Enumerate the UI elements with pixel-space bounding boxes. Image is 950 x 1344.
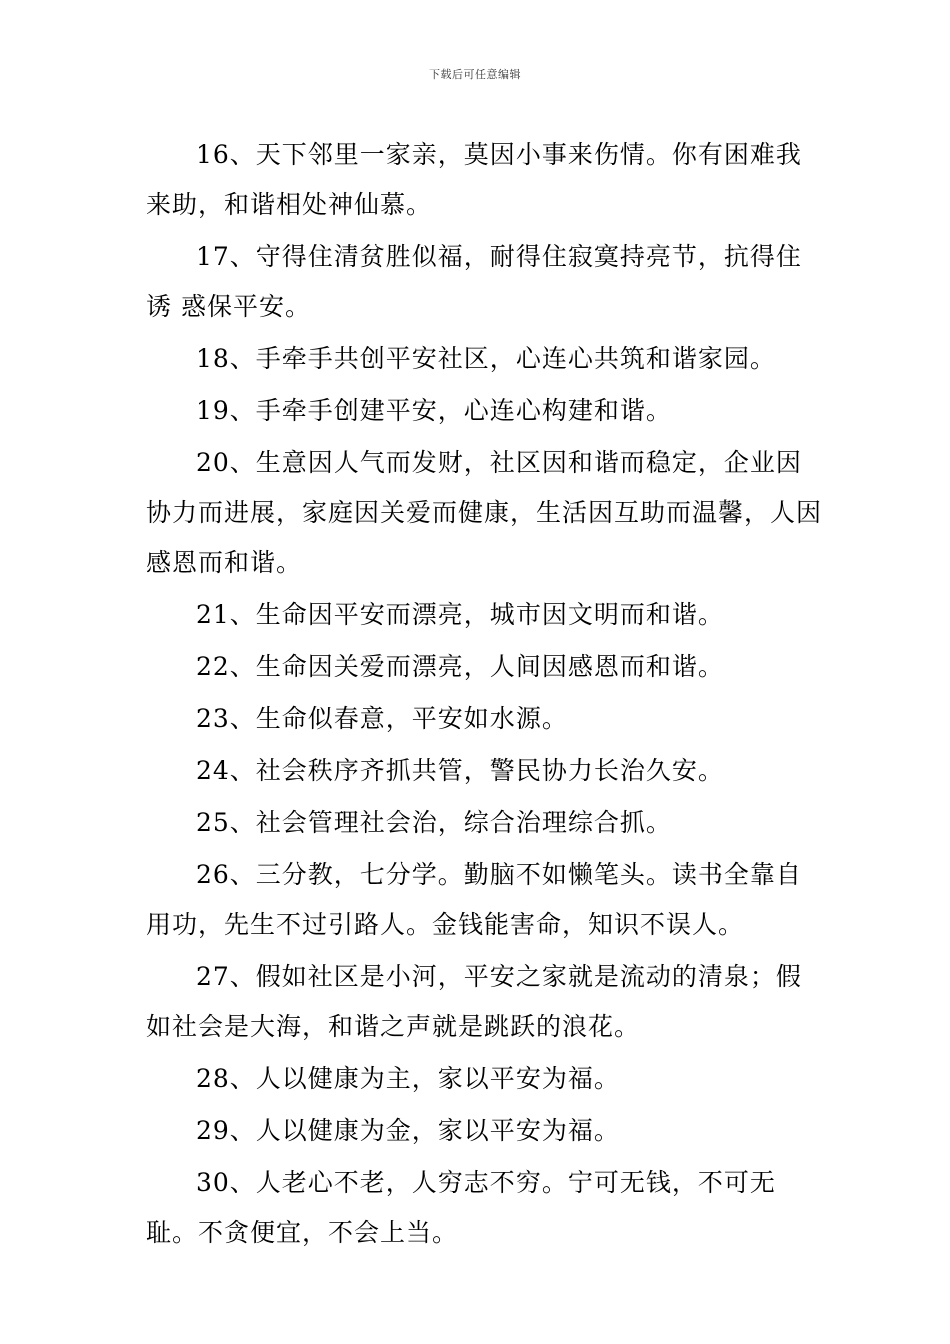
paragraph-21: 21、生命因平安而漂亮，城市因文明而和谐。 [196, 600, 724, 629]
header-note: 下载后可任意编辑 [429, 68, 521, 81]
paragraph-24: 24、社会秩序齐抓共管，警民协力长治久安。 [196, 756, 724, 785]
paragraph-26: 26、三分教，七分学。勤脑不如懒笔头。读书全靠自用功，先生不过引路人。金钱能害命，知识不误人。 [146, 860, 802, 939]
paragraph-29: 29、人以健康为金，家以平安为福。 [196, 1116, 620, 1145]
paragraph-22: 22、生命因关爱而漂亮，人间因感恩而和谐。 [196, 652, 724, 681]
paragraph-30: 30、人老心不老，人穷志不穷。宁可无钱，不可无耻。不贪便宜，不会上当。 [146, 1168, 776, 1247]
paragraph-18: 18、手牵手共创平安社区，心连心共筑和谐家园。 [196, 344, 776, 373]
paragraph-16: 16、天下邻里一家亲，莫因小事来伤情。你有困难我来助，和谐相处神仙慕。 [146, 140, 802, 219]
paragraph-20: 20、生意因人气而发财，社区因和谐而稳定，企业因协力而进展，家庭因关爱而健康，生活因互助而温馨，人因感恩而和谐。 [146, 448, 823, 577]
paragraph-25: 25、社会管理社会治，综合治理综合抓。 [196, 808, 672, 837]
paragraph-23: 23、生命似春意，平安如水源。 [196, 704, 568, 733]
paragraph-28: 28、人以健康为主，家以平安为福。 [196, 1064, 620, 1093]
paragraph-17: 17、守得住清贫胜似福，耐得住寂寞持亮节，抗得住诱 惑保平安。 [146, 242, 802, 321]
document-body [146, 130, 826, 1260]
paragraph-19: 19、手牵手创建平安，心连心构建和谐。 [196, 396, 672, 425]
paragraph-27: 27、假如社区是小河，平安之家就是流动的清泉；假如社会是大海，和谐之声就是跳跃的浪花。 [146, 962, 802, 1041]
